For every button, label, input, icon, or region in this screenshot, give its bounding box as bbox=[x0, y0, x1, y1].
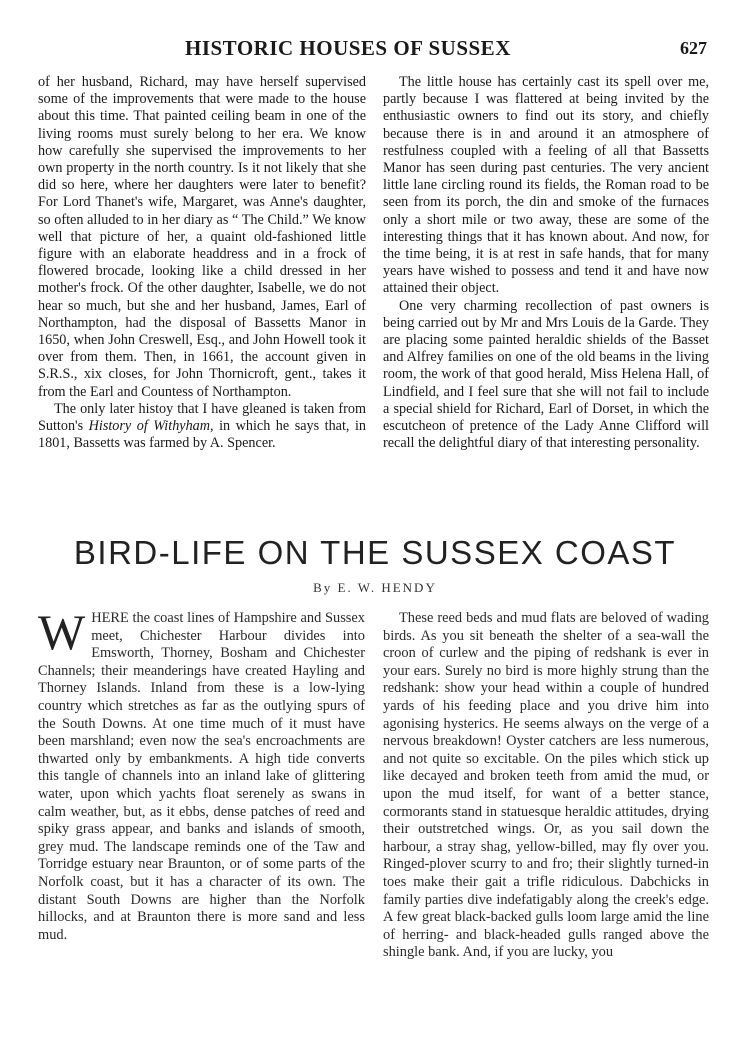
bottom-left-column bbox=[38, 604, 365, 944]
article-title: BIRD-LIFE ON THE SUSSEX COAST bbox=[73, 534, 677, 571]
bottom-right-column bbox=[383, 610, 709, 962]
paragraph bbox=[38, 401, 366, 453]
page-header bbox=[0, 36, 750, 64]
article-byline: By E. W. HENDY bbox=[313, 580, 437, 595]
paragraph-text: in which he says that, in 1801, Bassetts was farmed by A. Spencer. bbox=[38, 418, 367, 452]
top-left-column bbox=[38, 74, 366, 452]
paragraph: The little house has certainly cast its spell over me, partly because I was flattered at being invited by the enthusiastic owners to find out its story, and chiefly because there is in and around it an atmosphere of restfulness coupled with a feeling of all that Bassetts Manor has seen during past centuries. The very ancient little lane circling round its fields, the Roman road to be seen from its porch, the din and smoke of the furnaces only a short mile or two away, these are some of the interesting things that it has known about. And now, for the time being, it is at rest in safe hands, that for many years have wished to possess and tend it and have now attained their object. bbox=[383, 74, 709, 297]
paragraph: of her husband, Richard, may have herself supervised some of the improvements that were made to the house about this time. That painted ceiling beam in one of the living rooms must surely belong to her era. We know how carefully she supervised the improvements to her own property in the north country. Is it not likely that she did so here, where her daughters were later to benefit? For Lord Thanet's wife, Margaret, was Anne's daughter, so often alluded to in her diary as “ The Child.” We know well that picture of her, a quaint old-fashioned little figure with an elaborate headdress and in a frock of flowered brocade, looking like a child dressed in her mother's frock. Of the other daughter, Isabelle, we do not hear so much, but she and her husband, James, Earl of Northampton, had the disposal of Bassetts Manor in 1650, when John Creswell, Esq., and John Howell took it over from them. Then, in 1661, the account given in S.R.S., xix closes, for John Thornicroft, gent., takes it from the Earl and Countess of Northampton. bbox=[38, 74, 366, 400]
paragraph-text: The only later histoy that I have gleaned is taken from Sutton's bbox=[38, 400, 366, 435]
drop-cap: W bbox=[38, 604, 86, 660]
paragraph bbox=[38, 604, 365, 944]
page-number: 627 bbox=[680, 38, 707, 58]
book-title: History of Withyham, bbox=[88, 418, 214, 435]
paragraph-text: HERE the coast lines of Hampshire and Sussex meet, Chichester Harbour divides into Emsworth, Thorney, Bosham and Chichester Channels; their meanderings have created Hayling and Thorney Islands. Inland from these is a low-lying country which stretches as far as the outlying spurs of the South Downs. At one time much of it must have been marshland; even now the sea's encroachments are thwarted only by embankments. A high tide converts this tangle of channels into an inland lake of glittering water, upon which yachts float serenely as swans in calm weather, but, as it ebbs, dense patches of reed and spiky grass appear, and banks and islands of smooth, grey mud. The landscape reminds one of the Taw and Torridge estuary near Braunton, or of some parts of the Norfolk coast, but it has a character of its own. The distant South Downs are higher than the Norfolk hillocks, and at Braunton there is more sand and less mud. bbox=[38, 610, 365, 943]
top-right-column bbox=[383, 74, 709, 452]
paragraph: These reed beds and mud flats are beloved of wading birds. As you sit beneath the shelter of a sea-wall the croon of curlew and the piping of redshank is ever in your ears. Surely no bird is more highly strung than the redshank: show your head within a couple of hundred yards of his feeding place and you drive him into agonising hysterics. He seems always on the verge of a nervous breakdown! Oyster catchers are less numerous, and not quite so excitable. On the piles which stick up like decayed and broken teeth from amid the mud, or upon the mud itself, for want of a better stance, cormorants stand in statuesque heraldic attitudes, drying their outstretched wings. Or, as you sail down the harbour, a stray shag, yellow-billed, may fly over you. Ringed-plover scurry to and fro; their slightly turned-in toes make their gait a trifle ridiculous. Dabchicks in family parties dive indefatigably along the creek's edge. A few great black-backed gulls loom large amid the line of herring- and black-headed gulls ranged above the shingle bank. And, if you are lucky, you bbox=[383, 610, 709, 961]
paragraph: One very charming recollection of past owners is being carried out by Mr and Mrs Louis de la Garde. They are placing some painted heraldic shields of the Basset and Alfrey families on one of the old beams in the living room, the work of that good herald, Miss Helena Hall, of Lindfield, and I feel sure that she will not fail to include a special shield for Richard, Earl of Dorset, in which the escutcheon of pretence of the Lady Anne Clifford will recall the delightful diary of that interesting personality. bbox=[383, 297, 709, 452]
running-title: HISTORIC HOUSES OF SUSSEX bbox=[185, 36, 511, 60]
